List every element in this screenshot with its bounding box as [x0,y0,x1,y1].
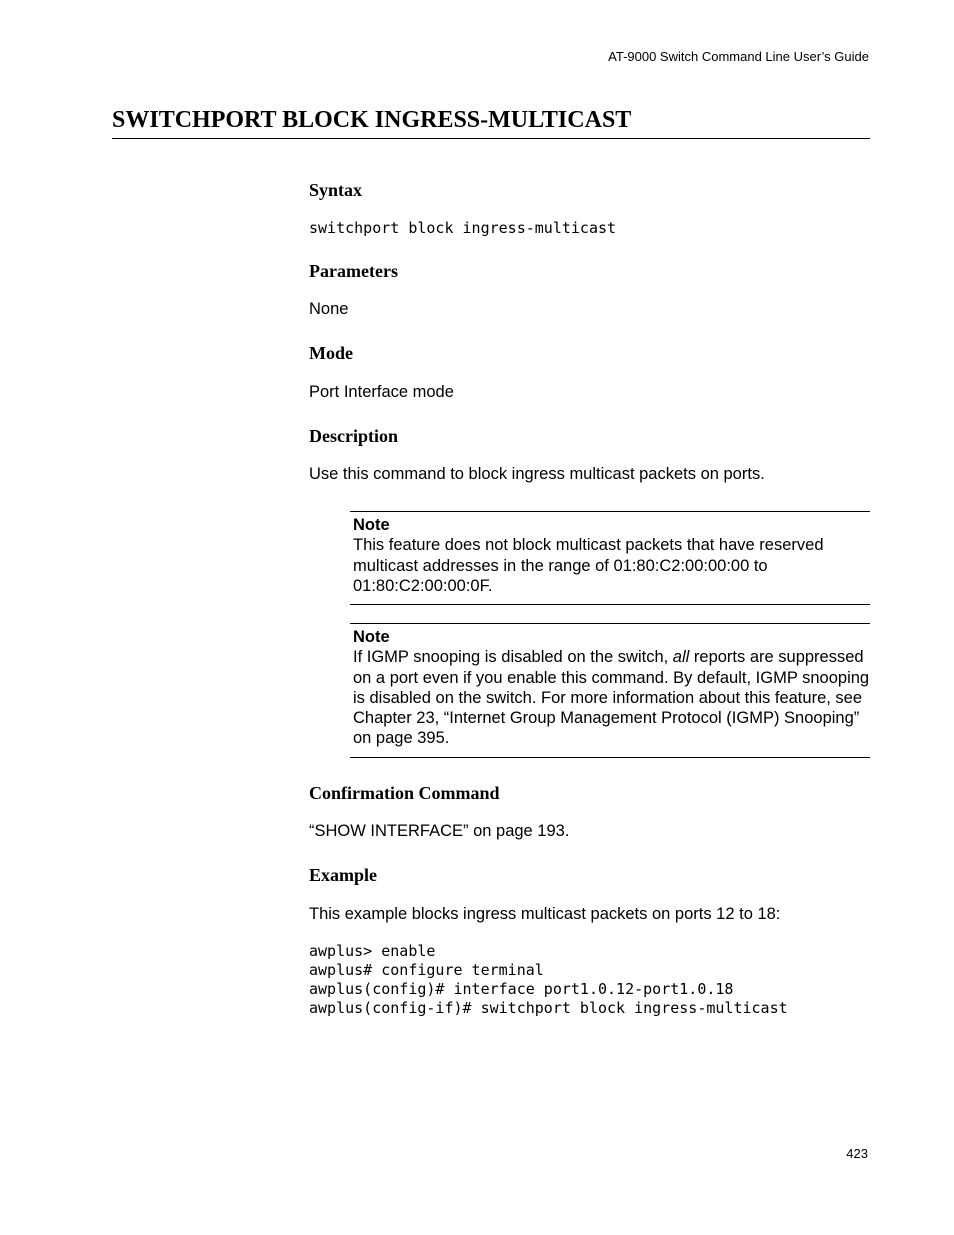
code-line: awplus(config-if)# switchport block ingress-multicast [309,999,788,1017]
syntax-code: switchport block ingress-multicast [309,219,617,237]
code-line: awplus> enable [309,942,436,960]
code-line: awplus# configure terminal [309,961,544,979]
mode-text: Port Interface mode [309,383,454,401]
syntax-heading: Syntax [309,180,363,200]
confirmation-heading: Confirmation Command [309,783,500,803]
note-text-part: reports are suppressed on a port even if you enable this command. By default, IGMP snooping is disabled on the switch. For more information about this feature, see Chapter 23, “Internet Group Management Protocol (IGMP) Snooping” on page 395. [353,648,870,748]
description-text: Use this command to block ingress multicast packets on ports. [309,465,765,483]
confirmation-link[interactable]: “SHOW INTERFACE” on page 193. [309,822,570,840]
note-text: This feature does not block multicast packets that have reserved multicast addresses in the range of 01:80:C2:00:00:00 to 01:80:C2:00:00:0F. [353,536,824,595]
parameters-text: None [309,300,349,318]
note-text-part: If IGMP snooping is disabled on the switch, [353,648,673,667]
example-code [309,942,788,1018]
note-box [350,623,870,758]
running-header: AT-9000 Switch Command Line User’s Guide [608,49,869,64]
note-box [350,511,870,605]
note-label: Note [353,516,390,534]
page-number: 423 [846,1146,868,1161]
code-line: awplus(config)# interface port1.0.12-port1.0.18 [309,980,734,998]
description-heading: Description [309,426,398,446]
parameters-heading: Parameters [309,261,398,281]
mode-heading: Mode [309,343,353,363]
page-title: SWITCHPORT BLOCK INGRESS-MULTICAST [112,107,870,139]
example-heading: Example [309,865,378,885]
note-text [353,647,870,748]
note-label: Note [353,628,390,646]
note-emphasis: all [672,648,690,667]
example-text: This example blocks ingress multicast packets on ports 12 to 18: [309,905,781,923]
